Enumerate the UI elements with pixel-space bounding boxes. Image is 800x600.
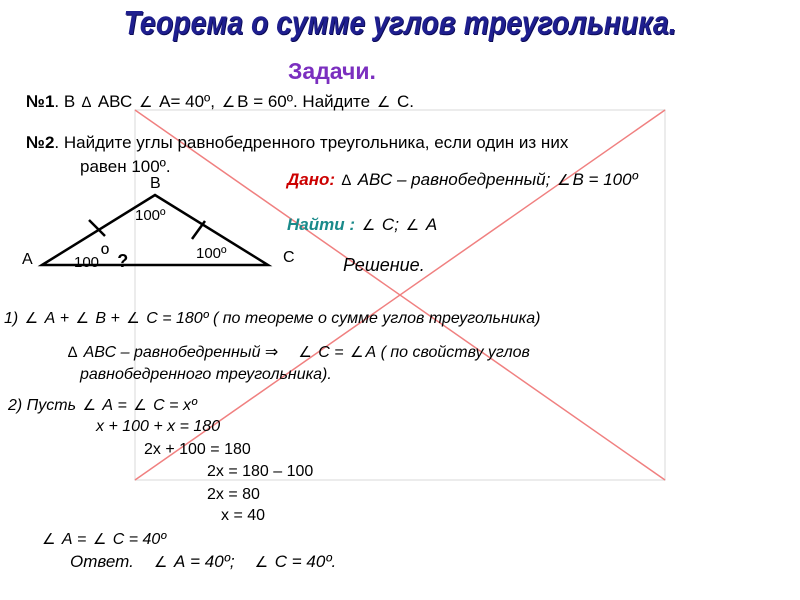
equation-4: 2x = 80 — [207, 486, 260, 503]
angle-icon: ∠ — [376, 94, 391, 111]
angle-icon: ∠ — [557, 172, 571, 189]
solution-label: Решение. — [343, 255, 425, 275]
equation-1: x + 100 + x = 180 — [96, 418, 221, 435]
problem-1-number: №1 — [26, 92, 55, 111]
angle-icon: ∠ — [221, 94, 236, 111]
equation-2: 2x + 100 = 180 — [144, 441, 251, 458]
angle-icon: ∠ — [361, 217, 376, 234]
angle-icon: ∠ — [75, 310, 89, 327]
angle-icon: ∠ — [92, 531, 107, 548]
find-line: Найти : ∠ С; ∠ А — [287, 215, 438, 234]
angle-c-value: 100º — [196, 245, 227, 262]
equation-5: x = 40 — [221, 507, 266, 524]
angle-icon: ∠ — [405, 217, 420, 234]
triangle-icon: ∆ — [341, 172, 351, 189]
equal-side-tick-right — [192, 221, 205, 239]
problem-2-line-1: №2. Найдите углы равнобедренного треугольника, если один из них — [26, 133, 569, 152]
angle-icon: ∠ — [24, 310, 39, 327]
angle-icon: ∠ — [42, 531, 56, 548]
step-2: 2) Пусть ∠ А = ∠ С = xº — [8, 397, 197, 414]
vertex-b-label: В — [150, 175, 161, 192]
angle-b-value: 100º — [135, 207, 166, 224]
result-line: ∠ А = ∠ С = 40º — [42, 531, 167, 548]
find-label: Найти : — [287, 215, 355, 234]
triangle-icon: ∆ — [81, 94, 92, 111]
tasks-heading: Задачи. — [288, 58, 376, 84]
angle-icon: ∠ — [298, 344, 312, 361]
equation-3: 2x = 180 – 100 — [207, 463, 314, 480]
answer-label: Ответ. — [70, 552, 134, 571]
given-label: Дано: — [287, 170, 336, 189]
problem-1: №1. В ∆ АВС ∠ А= 40º, ∠ В = 60º. Найдите ∠ С. — [26, 92, 415, 111]
angle-icon: ∠ — [350, 344, 364, 361]
page-title: Теорема о сумме углов треугольника. — [123, 4, 677, 41]
triangle-icon: ∆ — [68, 344, 78, 361]
angle-icon: ∠ — [254, 554, 269, 571]
answer-line: Ответ. ∠ А = 40º; ∠ С = 40º. — [70, 552, 337, 571]
step-1b: ∆ АВС – равнобедренный ⇒ ∠ С = ∠ А ( по свойству углов — [68, 344, 530, 361]
vertex-a-label: А — [22, 251, 33, 268]
given-line: Дано: ∆ АВС – равнобедренный; ∠ В = 100º — [287, 170, 638, 189]
problem-2-number: №2 — [26, 133, 55, 152]
step-1: 1) ∠ А + ∠ В + ∠ С = 180º ( по теореме о сумме углов треугольника) — [4, 310, 541, 327]
angle-icon: ∠ — [153, 554, 168, 571]
problem-2-line-2: равен 100º. — [80, 157, 171, 176]
vertex-c-label: С — [283, 249, 295, 266]
angle-icon: ∠ — [126, 310, 140, 327]
angle-icon: ∠ — [82, 397, 96, 414]
implies-arrow-icon: ⇒ — [264, 344, 279, 361]
angle-icon: ∠ — [138, 94, 153, 111]
step-1b-line-2: равнобедренного треугольника). — [80, 366, 332, 383]
angle-a-value: 100º ? — [74, 241, 129, 271]
angle-icon: ∠ — [133, 397, 147, 414]
